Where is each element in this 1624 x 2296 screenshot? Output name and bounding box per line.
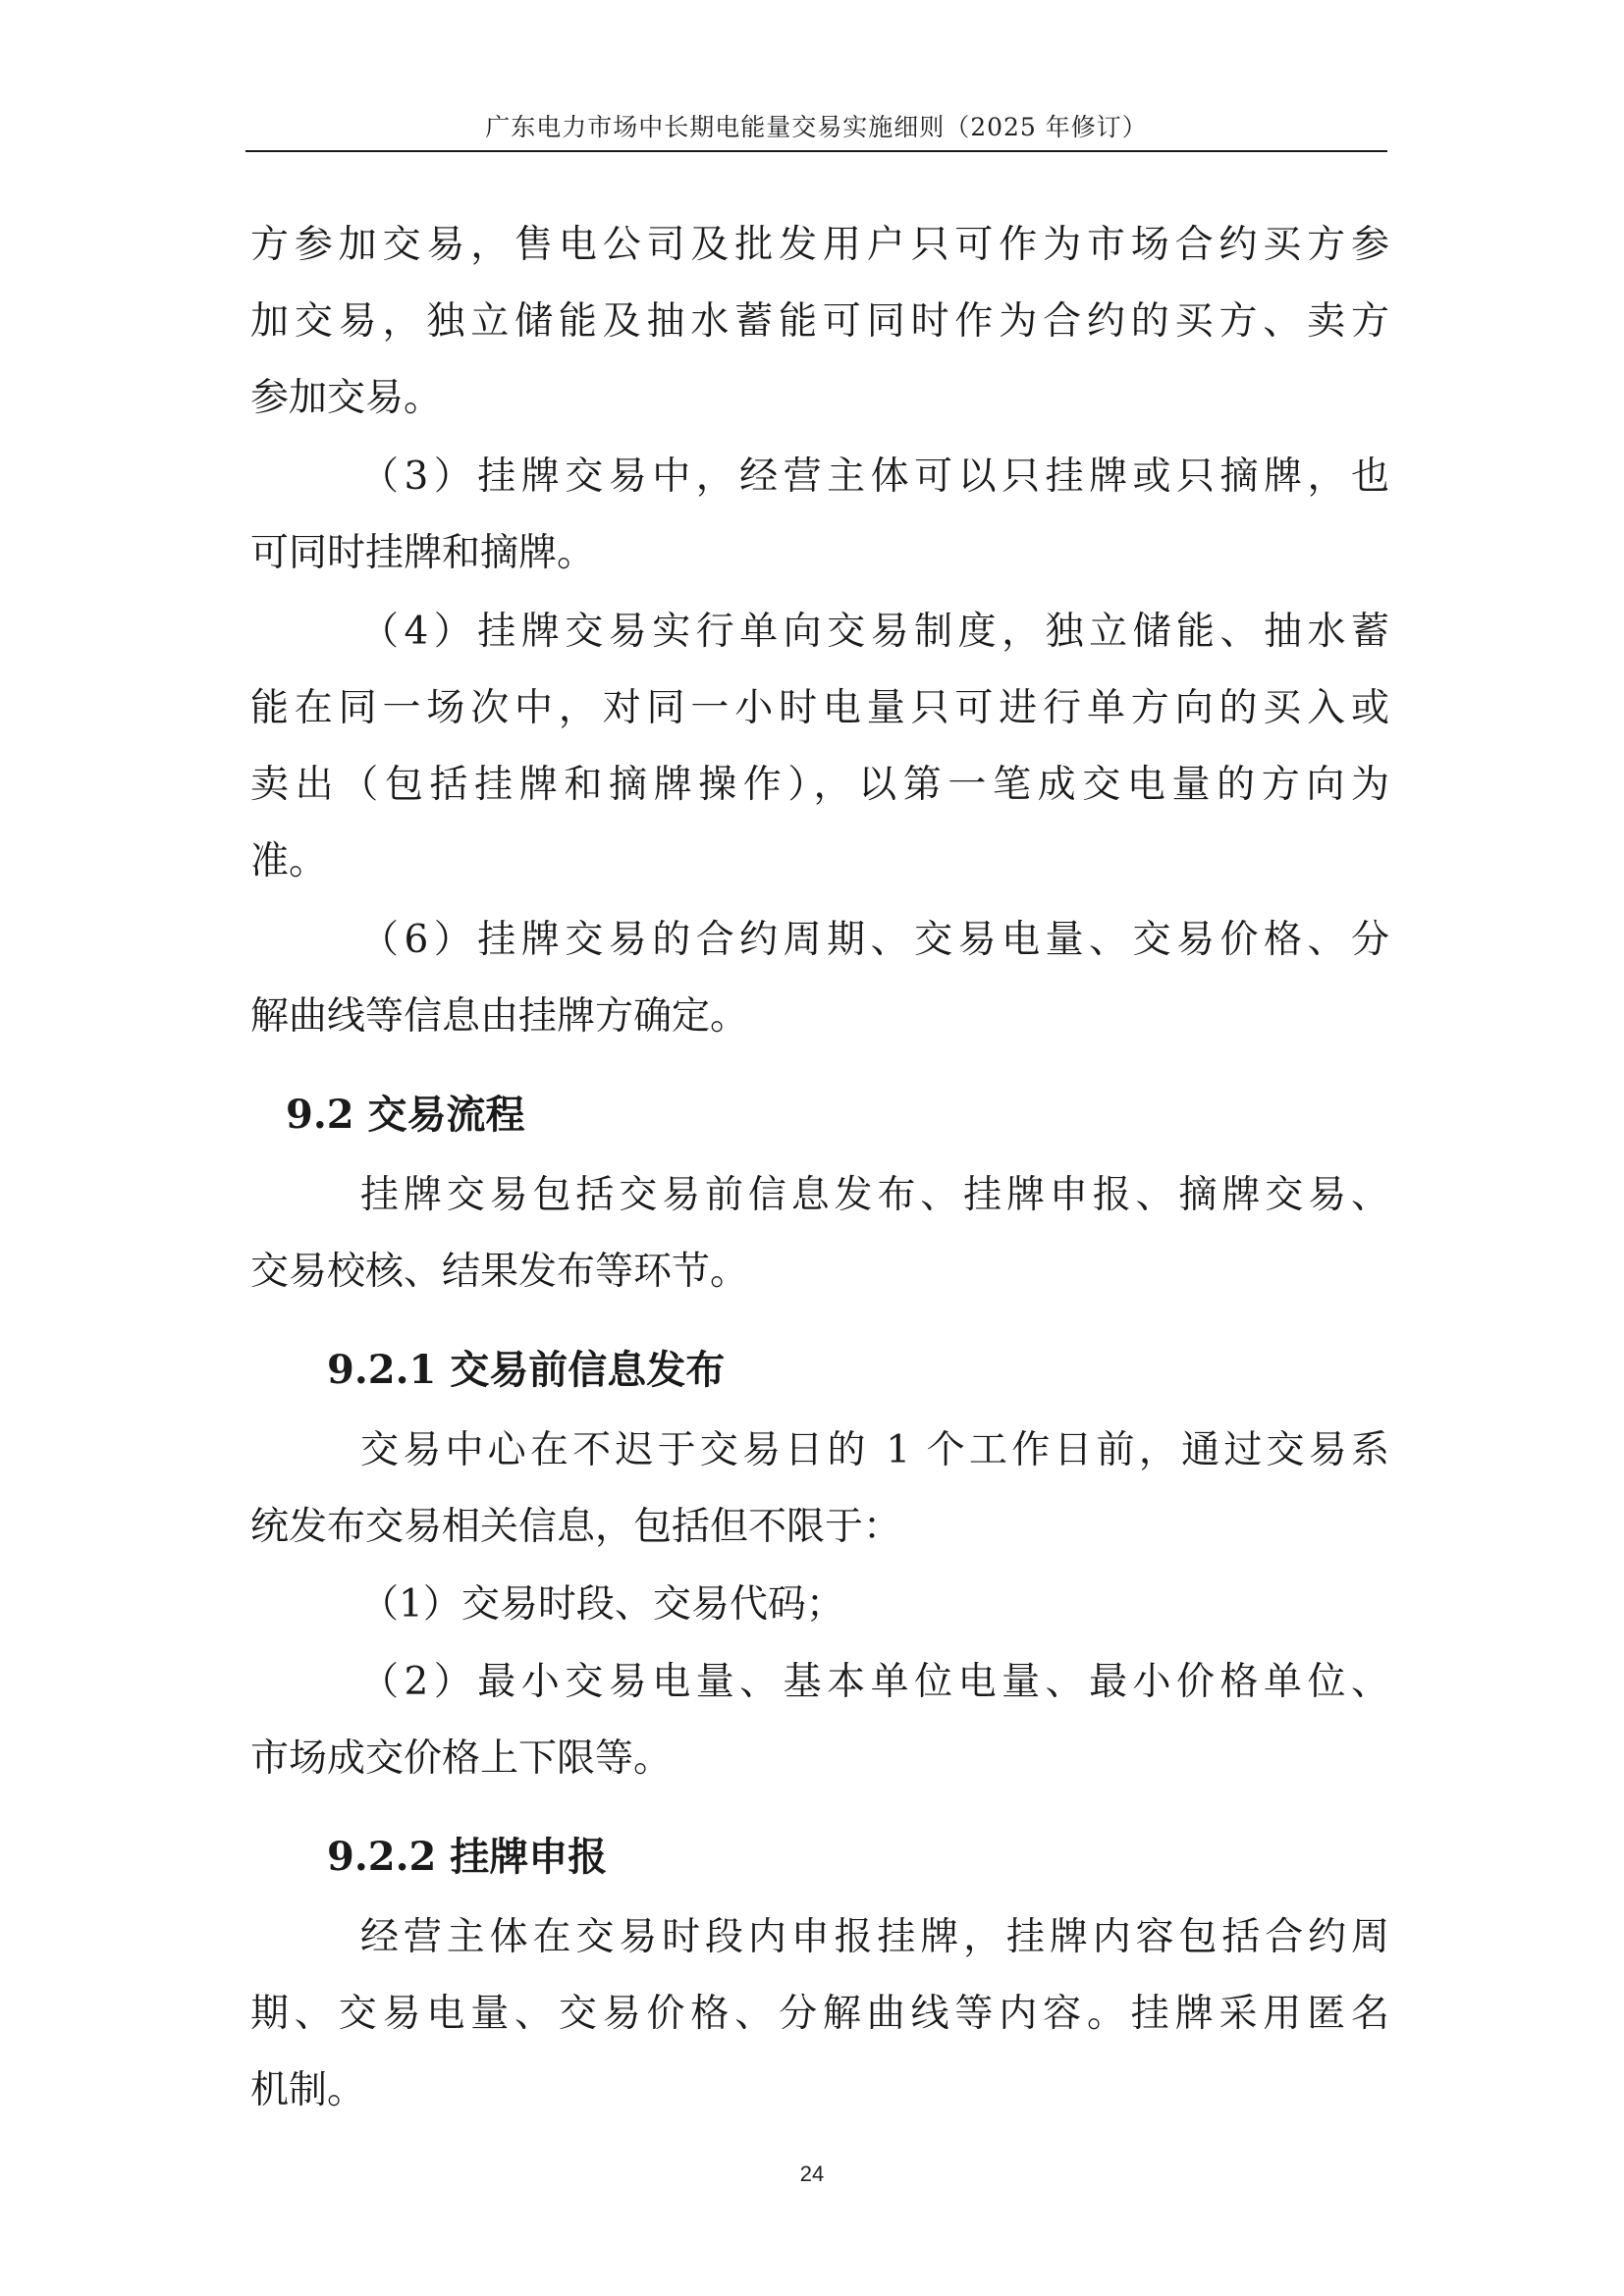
list-item: （2）最小交易电量、基本单位电量、最小价格单位、 <box>360 1660 1389 1704</box>
list-item: （1）交易时段、交易代码； <box>360 1582 844 1627</box>
paragraph-line: 能在同一场次中，对同一小时电量只可进行单方向的买入或 <box>250 686 1389 730</box>
paragraph-line: 交易中心在不迟于交易日的 1 个工作日前，通过交易系 <box>360 1428 1389 1472</box>
paragraph-line: 市场成交价格上下限等。 <box>250 1736 673 1781</box>
paragraph-line: 参加交易。 <box>250 376 443 420</box>
paragraph-line: 准。 <box>250 839 328 883</box>
page-header: 广东电力市场中长期电能量交易实施细则（2025 年修订） <box>485 113 1148 141</box>
paragraph-line: 挂牌交易包括交易前信息发布、挂牌申报、摘牌交易、 <box>360 1173 1389 1217</box>
paragraph-line: 可同时挂牌和摘牌。 <box>250 531 596 575</box>
subsection-heading: 9.2.2 挂牌申报 <box>327 1834 608 1880</box>
paragraph-line: 经营主体在交易时段内申报挂牌，挂牌内容包括合约周 <box>360 1915 1389 1959</box>
paragraph-line: 统发布交易相关信息，包括但不限于： <box>250 1505 902 1549</box>
subsection-heading: 9.2.1 交易前信息发布 <box>327 1347 726 1393</box>
paragraph-line: 卖出（包括挂牌和摘牌操作），以第一笔成交电量的方向为 <box>250 763 1389 807</box>
page-number: 24 <box>799 2162 825 2186</box>
paragraph-line: 加交易，独立储能及抽水蓄能可同时作为合约的买方、卖方 <box>250 299 1389 344</box>
paragraph-line: （3）挂牌交易中，经营主体可以只挂牌或只摘牌，也 <box>360 454 1389 499</box>
paragraph-line: 方参加交易，售电公司及批发用户只可作为市场合约买方参 <box>250 223 1389 267</box>
section-heading: 9.2 交易流程 <box>286 1092 525 1138</box>
paragraph-line: 机制。 <box>250 2068 366 2112</box>
paragraph-line: （4）挂牌交易实行单向交易制度，独立储能、抽水蓄 <box>360 610 1389 654</box>
paragraph-line: 解曲线等信息由挂牌方确定。 <box>250 994 749 1039</box>
paragraph-line: （6）挂牌交易的合约周期、交易电量、交易价格、分 <box>360 918 1389 962</box>
paragraph-line: 交易校核、结果发布等环节。 <box>250 1250 749 1294</box>
header-rule <box>245 150 1387 152</box>
paragraph-line: 期、交易电量、交易价格、分解曲线等内容。挂牌采用匿名 <box>250 1992 1389 2036</box>
